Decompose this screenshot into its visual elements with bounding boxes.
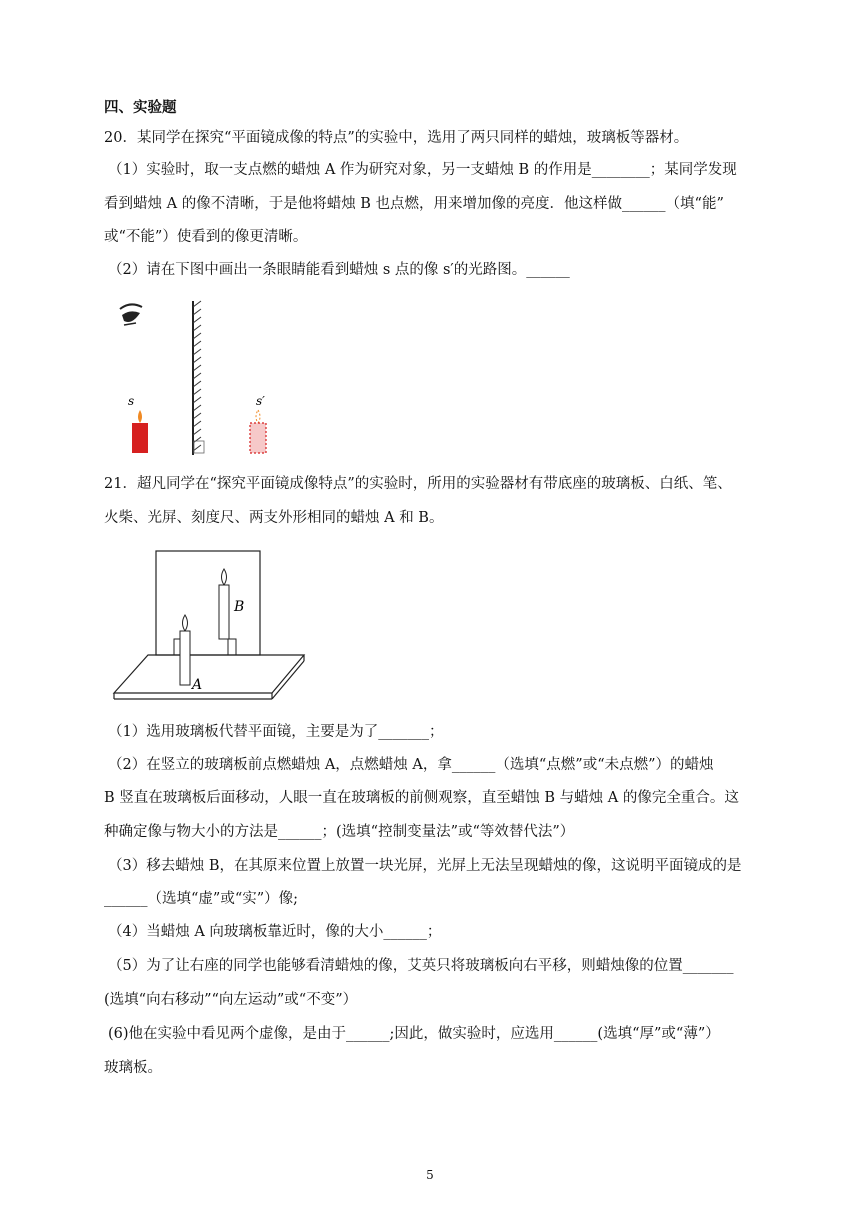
q20-part1-line3: 或“不能”）使看到的像更清晰。: [104, 229, 308, 245]
mirror-diagram: [110, 295, 290, 460]
q21-part2-line1: （2）在竖立的玻璃板前点燃蜡烛 A，点燃蜡烛 A，拿______（选填“点燃”或“未点燃”）的蜡烛: [108, 757, 714, 773]
q21-part3-line2: ______（选填“虚”或“实”）像;: [104, 891, 299, 907]
label-s: s: [128, 394, 135, 408]
candle-s-image: [250, 410, 266, 453]
label-s-prime: s′: [256, 394, 265, 408]
candle-s: [132, 410, 148, 453]
plane-mirror: [193, 301, 204, 455]
q20-part2: （2）请在下图中画出一条眼睛能看到蜡烛 s 点的像 s′的光路图。______: [108, 262, 570, 278]
q21-part5-line2: (选填“向右移动”“向左运动”或“不变”）: [104, 992, 358, 1008]
q21-part4: （4）当蜡烛 A 向玻璃板靠近时，像的大小______；: [108, 924, 442, 940]
q21-part3-line1: （3）移去蜡烛 B，在其原来位置上放置一块光屏，光屏上无法呈现蜡烛的像，这说明平面镜成的是: [108, 858, 742, 874]
q20-part1-line1: （1）实验时，取一支点燃的蜡烛 A 作为研究对象，另一支蜡烛 B 的作用是________；某同学发现: [108, 162, 737, 178]
q20-part1-line2: 看到蜡烛 A 的像不清晰，于是他将蜡烛 B 也点燃，用来增加像的亮度．他这样做______（填“能”: [104, 196, 724, 212]
q21-part1: （1）选用玻璃板代替平面镜，主要是为了_______；: [108, 724, 444, 740]
q21-part5-line1: （5）为了让右座的同学也能够看清蜡烛的像，艾英只将玻璃板向右平移，则蜡烛像的位置_______: [108, 958, 734, 974]
q21-part2-line3: 种确定像与物大小的方法是______；(选填“控制变量法”或“等效替代法”）: [104, 824, 575, 840]
q21-part6-line1: (6)他在实验中看见两个虚像，是由于______;因此，做实验时，应选用______(选填“厚”或“薄”）: [108, 1026, 720, 1042]
section-title: 四、实验题: [104, 99, 177, 116]
candle-b: [219, 569, 229, 639]
candle-a: [180, 615, 190, 685]
label-a: A: [192, 677, 203, 693]
base-board: [114, 655, 304, 699]
eye-icon: [120, 304, 142, 325]
label-b: B: [234, 599, 245, 615]
q21-stem-line1: 21．超凡同学在“探究平面镜成像特点”的实验时，所用的实验器材有带底座的玻璃板、白纸、笔、: [104, 476, 732, 492]
glass-plate: [156, 551, 260, 655]
q21-stem-line2: 火柴、光屏、刻度尺、两支外形相同的蜡烛 A 和 B。: [104, 510, 444, 526]
q21-part6-line2: 玻璃板。: [104, 1060, 162, 1076]
glass-plate-diagram: [112, 545, 312, 705]
q21-part2-line2: B 竖直在玻璃板后面移动，人眼一直在玻璃板的前侧观察，直至蜡蚀 B 与蜡烛 A 的像完全重合。这: [104, 790, 739, 806]
page-number: 5: [426, 1168, 434, 1182]
q20-stem: 20．某同学在探究“平面镜成像的特点”的实验中，选用了两只同样的蜡烛，玻璃板等器材。: [104, 130, 689, 146]
